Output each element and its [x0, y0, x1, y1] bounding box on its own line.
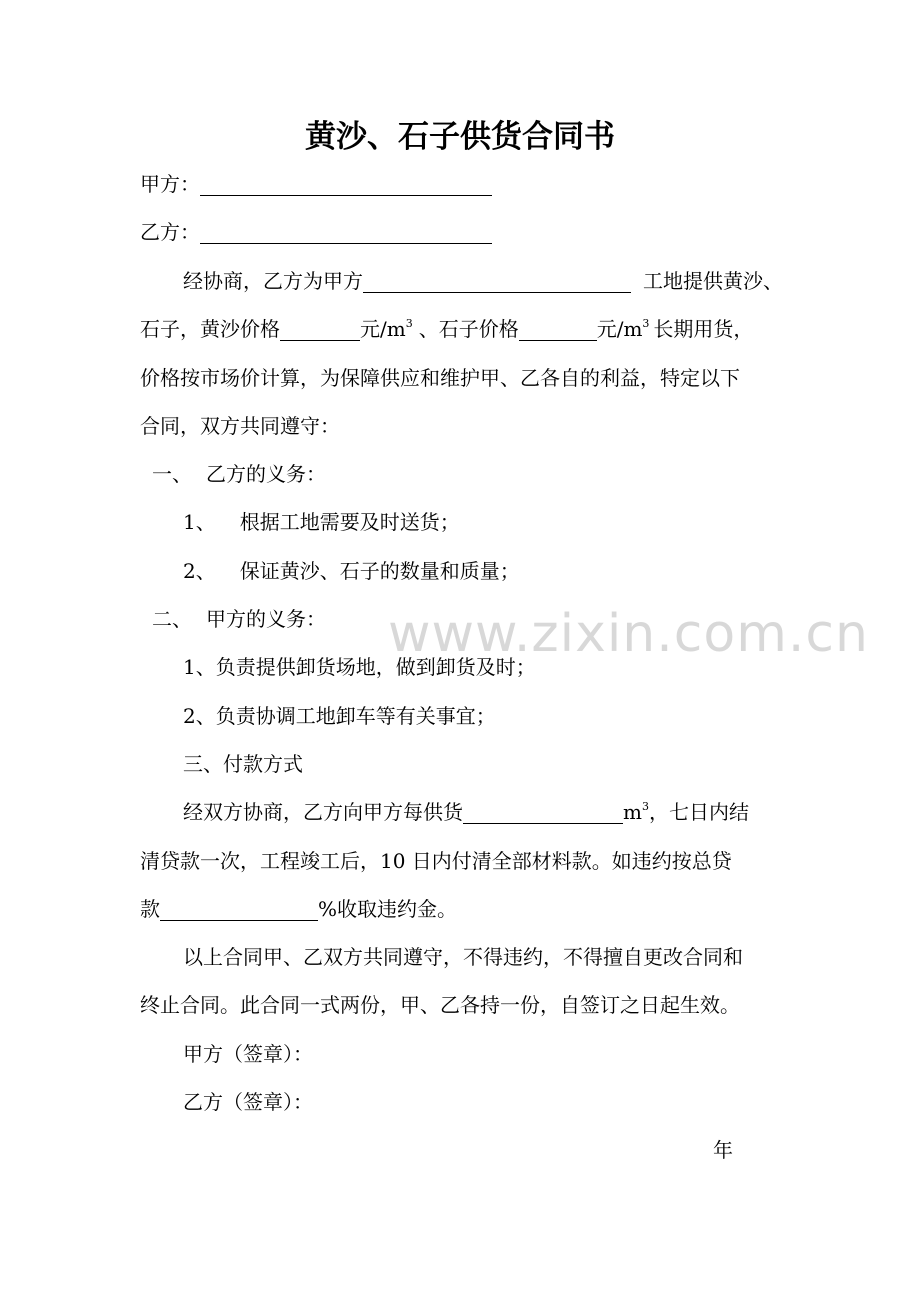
intro-line-3: 价格按市场价计算，为保障供应和维护甲、乙各自的利益，特定以下: [140, 366, 740, 390]
intro-line-4: 合同，双方共同遵守：: [140, 414, 340, 438]
party-b-label: 乙方：: [140, 220, 200, 244]
watermark: www.zixin.com.cn: [388, 604, 869, 664]
item-text: 根据工地需要及时送货；: [239, 510, 460, 534]
unit-superscript: 3: [405, 317, 413, 330]
payment-text: 经双方协商，乙方向甲方每供货: [183, 800, 463, 824]
section-title: 甲方的义务：: [206, 607, 326, 631]
quantity-blank: [463, 801, 623, 824]
section-1-item-1: [183, 510, 460, 534]
intro-text: 工地提供黄沙、: [643, 269, 783, 293]
payment-text: 款: [140, 897, 160, 921]
section-2-item-1: 1、负责提供卸货场地，做到卸货及时；: [183, 655, 536, 679]
date-year: 年: [713, 1138, 733, 1162]
intro-text: 经协商，乙方为甲方: [183, 269, 363, 293]
party-b-signature: 乙方（签章）：: [183, 1090, 313, 1114]
section-2-item-2: 2、负责协调工地卸车等有关事宜；: [183, 704, 496, 728]
intro-text: 石子，黄沙价格: [140, 317, 280, 341]
intro-line-2: [140, 317, 753, 341]
document-title: 黄沙、石子供货合同书: [305, 119, 615, 155]
party-a-signature: 甲方（签章）：: [183, 1042, 313, 1066]
intro-line-1: [183, 269, 783, 293]
party-a-label: 甲方：: [140, 172, 200, 196]
site-blank: [363, 270, 631, 293]
party-a-line: [140, 172, 492, 196]
unit-text: m: [623, 800, 642, 824]
payment-line-3: [140, 897, 457, 921]
payment-line-1: [183, 800, 749, 824]
section-2-heading: [152, 607, 326, 631]
intro-text: 长期用货，: [653, 317, 754, 341]
party-b-blank: [200, 221, 492, 244]
unit-text: 元/m: [360, 317, 406, 341]
section-number: 一、: [152, 462, 192, 486]
payment-line-2: 清贷款一次，工程竣工后，10 日内付清全部材料款。如违约按总贷: [140, 849, 732, 873]
section-title: 乙方的义务：: [206, 462, 326, 486]
sand-price-blank: [280, 318, 360, 341]
item-text: 保证黄沙、石子的数量和质量；: [239, 559, 520, 583]
penalty-rate-blank: [160, 898, 318, 921]
unit-text: 元/m: [596, 317, 643, 341]
intro-text: 、石子价格: [418, 317, 519, 341]
unit-superscript: 3: [642, 317, 650, 330]
section-1-item-2: [183, 559, 520, 583]
party-b-line: [140, 220, 492, 244]
stone-price-blank: [519, 318, 597, 341]
closing-line-2: 终止合同。此合同一式两份，甲、乙各持一份，自签订之日起生效。: [140, 993, 740, 1017]
closing-line-1: 以上合同甲、乙双方共同遵守，不得违约，不得擅自更改合同和: [183, 945, 743, 969]
payment-text: %收取违约金。: [318, 897, 458, 921]
party-a-blank: [200, 173, 492, 196]
section-number: 二、: [152, 607, 192, 631]
section-3-heading: 三、付款方式: [183, 752, 303, 776]
section-1-heading: [152, 462, 326, 486]
item-number: 2、: [183, 559, 216, 583]
unit-superscript: 3: [641, 800, 649, 813]
payment-text: ，七日内结: [648, 800, 749, 824]
item-number: 1、: [183, 510, 216, 534]
